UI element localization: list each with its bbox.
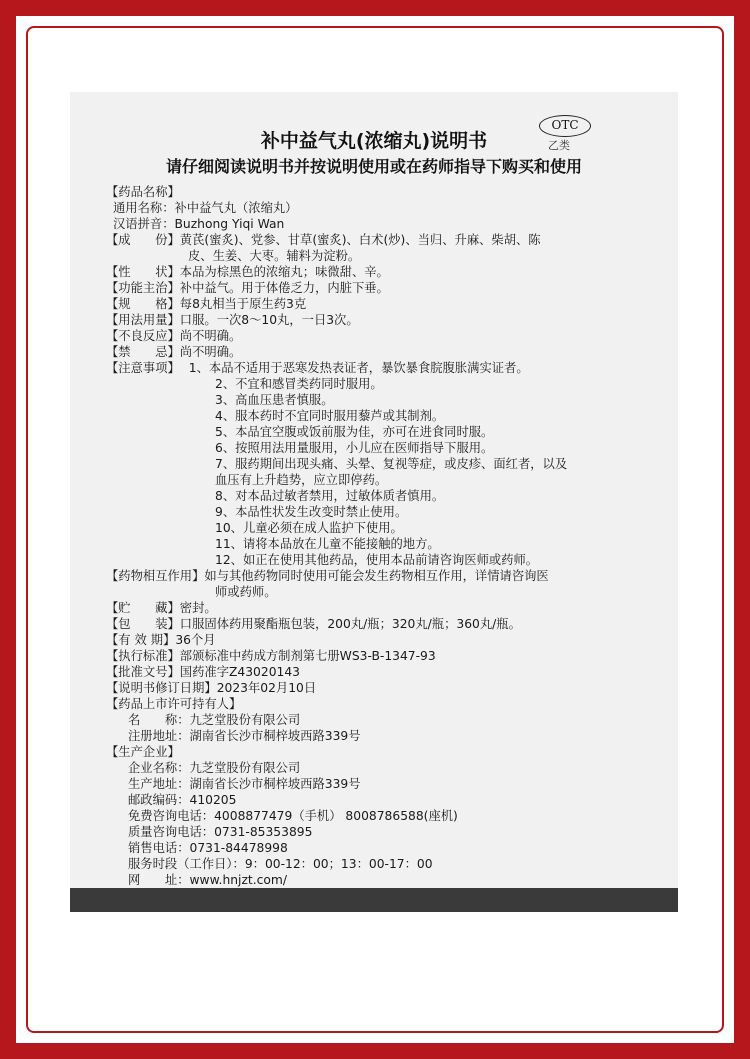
- website-label: 网 址：: [128, 873, 190, 887]
- ingredients-line-2: 皮、生姜、大枣。辅料为淀粉。: [188, 249, 361, 263]
- free-phone: 4008877479（手机） 8008786588(座机): [214, 809, 458, 823]
- holder-name-label: 名 称：: [128, 713, 190, 727]
- quality-phone: 0731-85353895: [214, 825, 313, 839]
- note-item: 血压有上升趋势，应立即停药。: [215, 473, 388, 487]
- leaflet-title: 补中益气丸(浓缩丸)说明书: [260, 130, 488, 152]
- validity: 36个月: [175, 633, 216, 647]
- standard: 部颁标准中药成方制剂第七册WS3-B-1347-93: [179, 649, 436, 663]
- pinyin-label: 汉语拼音：: [113, 217, 175, 231]
- maker-name: 九芝堂股份有限公司: [189, 761, 301, 775]
- ingredients-line-1: 黄芪(蜜炙)、党参、甘草(蜜炙)、白术(炒)、当归、升麻、柴胡、陈: [179, 233, 541, 247]
- note-item: 3、高血压患者慎服。: [215, 393, 334, 407]
- note-item: 12、如正在使用其他药品，使用本品前请咨询医师或药师。: [215, 553, 539, 567]
- note-item: 5、本品宜空腹或饭前服为佳，亦可在进食同时服。: [215, 425, 494, 439]
- approval-label: 【批准文号】: [106, 665, 180, 679]
- maker-name-label: 企业名称：: [128, 761, 190, 775]
- holder-label: 【药品上市许可持有人】: [106, 697, 242, 711]
- leaflet-subtitle: 请仔细阅读说明书并按说明使用或在药师指导下购买和使用: [165, 157, 582, 176]
- notes-label: 【注意事项】: [106, 361, 180, 375]
- service-hours: 9：00-12：00；13：00-17：00: [244, 857, 433, 871]
- otc-badge: OTC: [539, 115, 591, 137]
- interaction-label: 【药物相互作用】: [106, 569, 205, 583]
- website: www.hnjzt.com/: [189, 873, 288, 887]
- maker-label: 【生产企业】: [106, 745, 180, 759]
- note-item: 9、本品性状发生改变时禁止使用。: [215, 505, 408, 519]
- note-item: 7、服药期间出现头痛、头晕、复视等症，或皮疹、面红者，以及: [215, 457, 568, 471]
- otc-class: 乙类: [548, 139, 570, 152]
- leaflet-shadow: [70, 888, 678, 912]
- note-item: 11、请将本品放在儿童不能接触的地方。: [215, 537, 440, 551]
- note-item: 10、儿童必须在成人监护下使用。: [215, 521, 403, 535]
- name-header: 【药品名称】: [106, 185, 180, 199]
- note-item: 1、本品不适用于恶寒发热表证者，暴饮暴食脘腹胀满实证者。: [188, 361, 529, 375]
- revision: 2023年02月10日: [216, 681, 317, 695]
- ingredients-label: 【成 份】: [106, 233, 180, 247]
- postcode: 410205: [189, 793, 237, 807]
- adverse: 尚不明确。: [179, 329, 242, 343]
- storage-label: 【贮 藏】: [106, 601, 180, 615]
- holder-name: 九芝堂股份有限公司: [189, 713, 301, 727]
- service-hours-label: 服务时段（工作日）：: [128, 857, 245, 871]
- sales-phone-label: 销售电话：: [128, 841, 190, 855]
- standard-label: 【执行标准】: [106, 649, 180, 663]
- contra-label: 【禁 忌】: [106, 345, 180, 359]
- instruction-leaflet: [70, 92, 678, 912]
- adverse-label: 【不良反应】: [106, 329, 180, 343]
- maker-addr: 湖南省长沙市桐梓坡西路339号: [189, 777, 361, 791]
- function-label: 【功能主治】: [106, 281, 180, 295]
- character: 本品为棕黑色的浓缩丸；味微甜、辛。: [179, 265, 389, 279]
- interaction-line-1: 如与其他药物同时使用可能会发生药物相互作用，详情请咨询医: [204, 569, 549, 583]
- quality-phone-label: 质量咨询电话：: [128, 825, 215, 839]
- note-item: 8、对本品过敏者禁用，过敏体质者慎用。: [215, 489, 445, 503]
- contra: 尚不明确。: [179, 345, 242, 359]
- spec-label: 【规 格】: [106, 297, 180, 311]
- function: 补中益气。用于体倦乏力，内脏下垂。: [179, 281, 389, 295]
- leaflet-body: [106, 184, 666, 904]
- pinyin: Buzhong Yiqi Wan: [174, 217, 285, 231]
- holder-addr: 湖南省长沙市桐梓坡西路339号: [189, 729, 361, 743]
- approval: 国药准字Z43020143: [179, 665, 300, 679]
- postcode-label: 邮政编码：: [128, 793, 190, 807]
- validity-label: 【有 效 期】: [106, 633, 176, 647]
- sales-phone: 0731-84478998: [189, 841, 288, 855]
- usage-label: 【用法用量】: [106, 313, 180, 327]
- package: 口服固体药用聚酯瓶包装，200丸/瓶；320丸/瓶；360丸/瓶。: [179, 617, 521, 631]
- maker-addr-label: 生产地址：: [128, 777, 190, 791]
- revision-label: 【说明书修订日期】: [106, 681, 217, 695]
- spec: 每8丸相当于原生药3克: [179, 297, 307, 311]
- holder-addr-label: 注册地址：: [128, 729, 190, 743]
- note-item: 4、服本药时不宜同时服用藜芦或其制剂。: [215, 409, 445, 423]
- note-item: 6、按照用法用量服用，小儿应在医师指导下服用。: [215, 441, 494, 455]
- interaction-line-2: 师或药师。: [215, 585, 277, 599]
- generic-name: 补中益气丸（浓缩丸）: [174, 201, 298, 215]
- usage: 口服。一次8～10丸，一日3次。: [179, 313, 359, 327]
- note-item: 2、不宜和感冒类药同时服用。: [215, 377, 383, 391]
- character-label: 【性 状】: [106, 265, 180, 279]
- storage: 密封。: [179, 601, 217, 615]
- free-phone-label: 免费咨询电话：: [128, 809, 215, 823]
- package-label: 【包 装】: [106, 617, 180, 631]
- generic-name-label: 通用名称：: [113, 201, 175, 215]
